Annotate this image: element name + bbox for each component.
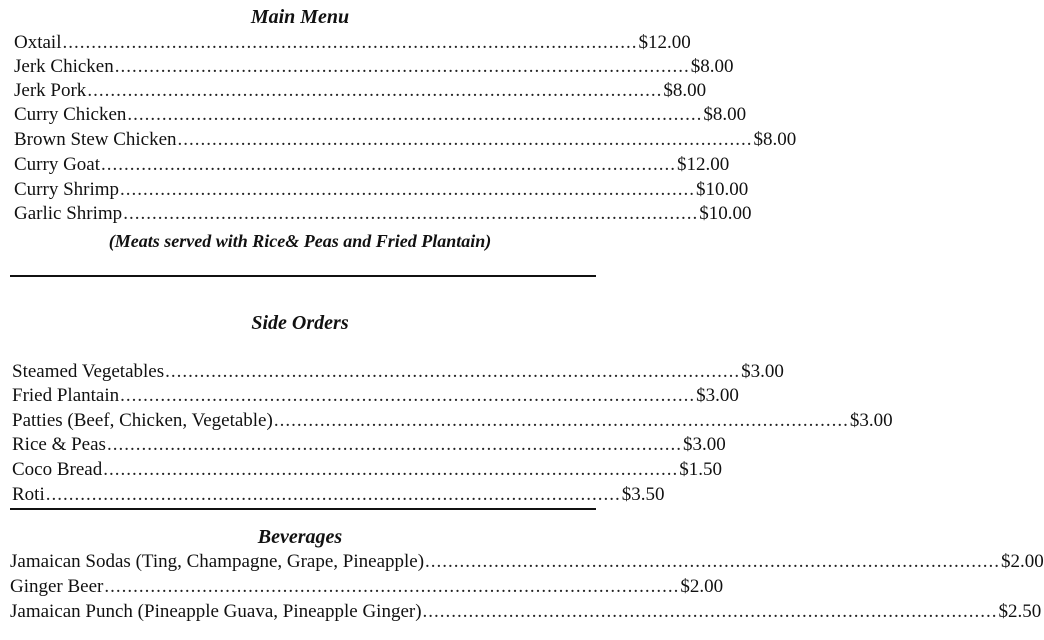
dot-leader: .................................................................................................... bbox=[120, 385, 696, 406]
item-price: $3.00 bbox=[741, 361, 784, 382]
item-name: Brown Stew Chicken bbox=[14, 129, 177, 150]
menu-item bbox=[12, 483, 665, 507]
dot-leader: .................................................................................................... bbox=[422, 601, 998, 622]
item-price: $2.50 bbox=[998, 601, 1042, 622]
item-name: Curry Chicken bbox=[14, 104, 127, 125]
dot-leader: .................................................................................................... bbox=[123, 203, 699, 224]
main-menu-heading: Main Menu bbox=[250, 6, 350, 28]
menu-item bbox=[14, 178, 749, 202]
item-price: $12.00 bbox=[677, 154, 730, 175]
item-price: $8.00 bbox=[690, 56, 734, 77]
item-price: $12.00 bbox=[638, 32, 691, 53]
menu-item bbox=[12, 409, 893, 433]
menu-item bbox=[14, 128, 797, 152]
menu-item bbox=[12, 360, 784, 384]
beverages-heading: Beverages bbox=[257, 526, 343, 548]
item-price: $8.00 bbox=[753, 129, 797, 150]
dot-leader: .................................................................................................... bbox=[177, 129, 753, 150]
menu-item bbox=[14, 31, 691, 55]
item-name: Roti bbox=[12, 484, 45, 505]
item-price: $3.00 bbox=[849, 410, 893, 431]
menu-item bbox=[14, 202, 752, 226]
section-divider bbox=[10, 275, 596, 277]
item-price: $3.00 bbox=[682, 434, 726, 455]
menu-item bbox=[12, 458, 722, 482]
dot-leader: .................................................................................................... bbox=[103, 459, 679, 480]
item-name: Curry Shrimp bbox=[14, 179, 120, 200]
dot-leader: .................................................................................................... bbox=[106, 434, 682, 455]
item-price: $3.00 bbox=[696, 385, 739, 406]
dot-leader: .................................................................................................... bbox=[114, 56, 690, 77]
section-divider bbox=[10, 508, 596, 510]
item-name: Fried Plantain bbox=[12, 385, 120, 406]
item-price: $3.50 bbox=[621, 484, 665, 505]
dot-leader: .................................................................................................... bbox=[101, 154, 677, 175]
dot-leader: .................................................................................................... bbox=[165, 361, 741, 382]
menu-item bbox=[14, 103, 747, 127]
menu-item bbox=[14, 79, 707, 103]
item-name: Oxtail bbox=[14, 32, 62, 53]
item-name: Steamed Vegetables bbox=[12, 361, 165, 382]
item-name: Jamaican Punch (Pineapple Guava, Pineapple Ginger) bbox=[10, 601, 422, 622]
menu-item bbox=[12, 384, 739, 408]
menu-item bbox=[10, 575, 724, 599]
item-name: Rice & Peas bbox=[12, 434, 106, 455]
menu-item bbox=[10, 550, 1044, 574]
dot-leader: .................................................................................................... bbox=[104, 576, 680, 597]
dot-leader: .................................................................................................... bbox=[425, 551, 1001, 572]
item-name: Jerk Pork bbox=[14, 80, 87, 101]
item-price: $1.50 bbox=[679, 459, 722, 480]
menu-item bbox=[14, 153, 730, 177]
item-name: Ginger Beer bbox=[10, 576, 104, 597]
dot-leader: .................................................................................................... bbox=[87, 80, 663, 101]
item-price: $2.00 bbox=[1001, 551, 1044, 572]
item-name: Jamaican Sodas (Ting, Champagne, Grape, Pineapple) bbox=[10, 551, 425, 572]
item-price: $8.00 bbox=[703, 104, 747, 125]
dot-leader: .................................................................................................... bbox=[127, 104, 703, 125]
side-orders-heading: Side Orders bbox=[251, 312, 349, 334]
item-name: Jerk Chicken bbox=[14, 56, 114, 77]
item-name: Curry Goat bbox=[14, 154, 101, 175]
main-menu-note: (Meats served with Rice& Peas and Fried Plantain) bbox=[108, 231, 492, 251]
dot-leader: .................................................................................................... bbox=[120, 179, 696, 200]
dot-leader: .................................................................................................... bbox=[273, 410, 849, 431]
item-price: $10.00 bbox=[699, 203, 752, 224]
item-price: $10.00 bbox=[696, 179, 749, 200]
item-name: Garlic Shrimp bbox=[14, 203, 123, 224]
item-name: Patties (Beef, Chicken, Vegetable) bbox=[12, 410, 273, 431]
dot-leader: .................................................................................................... bbox=[45, 484, 621, 505]
menu-item bbox=[14, 55, 734, 79]
item-name: Coco Bread bbox=[12, 459, 103, 480]
menu-item bbox=[12, 433, 726, 457]
item-price: $8.00 bbox=[663, 80, 707, 101]
menu-item bbox=[10, 600, 1042, 624]
item-price: $2.00 bbox=[680, 576, 724, 597]
dot-leader: .................................................................................................... bbox=[62, 32, 638, 53]
